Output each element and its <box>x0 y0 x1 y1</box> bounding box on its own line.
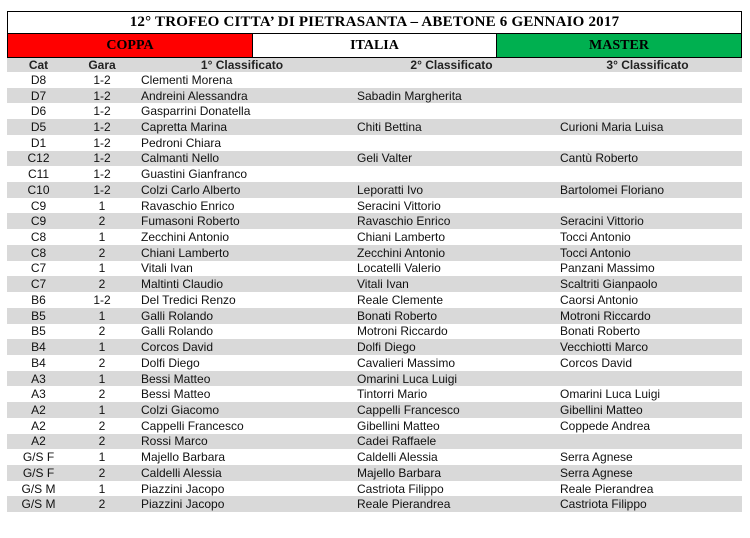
cell-third: Reale Pierandrea <box>553 481 742 497</box>
cell-first: Colzi Giacomo <box>134 402 350 418</box>
cell-gara: 2 <box>70 245 134 261</box>
table-row <box>7 166 742 182</box>
cell-gara: 1 <box>70 308 134 324</box>
cell-second: Castriota Filippo <box>350 481 553 497</box>
table-row <box>7 135 742 151</box>
table-row <box>7 276 742 292</box>
table-row <box>7 229 742 245</box>
cell-first: Capretta Marina <box>134 119 350 135</box>
table-row <box>7 261 742 277</box>
cell-gara: 1-2 <box>70 103 134 119</box>
cell-third: Panzani Massimo <box>553 261 742 277</box>
cell-gara: 2 <box>70 465 134 481</box>
cell-third <box>553 434 742 450</box>
header-gara: Gara <box>70 58 134 72</box>
cell-third: Coppede Andrea <box>553 418 742 434</box>
cell-cat: D8 <box>7 72 70 88</box>
band-italia: ITALIA <box>253 34 497 58</box>
cell-cat: G/S F <box>7 449 70 465</box>
cell-first: Gasparrini Donatella <box>134 103 350 119</box>
cell-cat: C11 <box>7 166 70 182</box>
cell-gara: 1-2 <box>70 135 134 151</box>
cell-third: Castriota Filippo <box>553 496 742 512</box>
table-row <box>7 308 742 324</box>
cell-cat: A2 <box>7 402 70 418</box>
cell-second: Dolfi Diego <box>350 339 553 355</box>
cell-second: Gibellini Matteo <box>350 418 553 434</box>
cell-gara: 1-2 <box>70 151 134 167</box>
cell-gara: 1-2 <box>70 88 134 104</box>
cell-third <box>553 198 742 214</box>
table-row <box>7 402 742 418</box>
cell-gara: 1-2 <box>70 166 134 182</box>
cell-third <box>553 88 742 104</box>
table-row <box>7 151 742 167</box>
cell-third <box>553 103 742 119</box>
table-row <box>7 418 742 434</box>
cell-third: Cantù Roberto <box>553 151 742 167</box>
cell-second: Bonati Roberto <box>350 308 553 324</box>
header-third: 3° Classificato <box>553 58 742 72</box>
cell-second <box>350 166 553 182</box>
cell-second: Cavalieri Massimo <box>350 355 553 371</box>
cell-second: Cappelli Francesco <box>350 402 553 418</box>
cell-second <box>350 103 553 119</box>
cell-second: Majello Barbara <box>350 465 553 481</box>
table-row <box>7 213 742 229</box>
cell-second <box>350 135 553 151</box>
cell-second: Ravaschio Enrico <box>350 213 553 229</box>
results-body <box>7 72 742 512</box>
table-row <box>7 371 742 387</box>
cell-gara: 2 <box>70 324 134 340</box>
cell-third: Tocci Antonio <box>553 245 742 261</box>
table-row <box>7 119 742 135</box>
cell-gara: 1 <box>70 481 134 497</box>
cell-first: Bessi Matteo <box>134 371 350 387</box>
cell-cat: B4 <box>7 355 70 371</box>
cell-third: Gibellini Matteo <box>553 402 742 418</box>
cell-cat: C7 <box>7 276 70 292</box>
cell-first: Piazzini Jacopo <box>134 481 350 497</box>
cell-second: Tintorri Mario <box>350 386 553 402</box>
cell-first: Galli Rolando <box>134 324 350 340</box>
cell-third: Serra Agnese <box>553 465 742 481</box>
band-coppa: COPPA <box>7 34 253 58</box>
cell-cat: B4 <box>7 339 70 355</box>
cell-cat: C8 <box>7 229 70 245</box>
cell-second: Motroni Riccardo <box>350 324 553 340</box>
cell-gara: 2 <box>70 434 134 450</box>
cell-second <box>350 72 553 88</box>
cell-first: Majello Barbara <box>134 449 350 465</box>
table-row <box>7 481 742 497</box>
cell-second: Zecchini Antonio <box>350 245 553 261</box>
table-row <box>7 245 742 261</box>
cell-second: Sabadin Margherita <box>350 88 553 104</box>
cell-cat: A3 <box>7 386 70 402</box>
cell-gara: 2 <box>70 386 134 402</box>
cell-third: Motroni Riccardo <box>553 308 742 324</box>
header-second: 2° Classificato <box>350 58 553 72</box>
cell-first: Bessi Matteo <box>134 386 350 402</box>
cell-first: Del Tredici Renzo <box>134 292 350 308</box>
cell-first: Chiani Lamberto <box>134 245 350 261</box>
cell-gara: 1 <box>70 449 134 465</box>
cell-cat: D6 <box>7 103 70 119</box>
cell-gara: 2 <box>70 355 134 371</box>
table-row <box>7 449 742 465</box>
cell-gara: 1-2 <box>70 292 134 308</box>
cell-cat: C7 <box>7 261 70 277</box>
cell-first: Calmanti Nello <box>134 151 350 167</box>
cell-gara: 2 <box>70 213 134 229</box>
cell-cat: A2 <box>7 418 70 434</box>
cell-gara: 2 <box>70 496 134 512</box>
table-row <box>7 292 742 308</box>
table-row <box>7 72 742 88</box>
results-table <box>7 58 742 512</box>
cell-cat: B5 <box>7 308 70 324</box>
cell-third <box>553 135 742 151</box>
table-row <box>7 386 742 402</box>
cell-first: Guastini Gianfranco <box>134 166 350 182</box>
cell-second: Vitali Ivan <box>350 276 553 292</box>
cell-third <box>553 72 742 88</box>
cell-third: Corcos David <box>553 355 742 371</box>
cell-third: Omarini Luca Luigi <box>553 386 742 402</box>
header-first: 1° Classificato <box>134 58 350 72</box>
results-sheet <box>7 11 742 512</box>
cell-first: Maltinti Claudio <box>134 276 350 292</box>
cell-third: Bonati Roberto <box>553 324 742 340</box>
table-row <box>7 434 742 450</box>
cell-second: Reale Pierandrea <box>350 496 553 512</box>
band-master: MASTER <box>497 34 742 58</box>
cell-first: Cappelli Francesco <box>134 418 350 434</box>
cell-first: Vitali Ivan <box>134 261 350 277</box>
cell-first: Dolfi Diego <box>134 355 350 371</box>
cell-cat: A2 <box>7 434 70 450</box>
cell-cat: D7 <box>7 88 70 104</box>
cell-first: Galli Rolando <box>134 308 350 324</box>
cell-second: Reale Clemente <box>350 292 553 308</box>
cell-second: Chiti Bettina <box>350 119 553 135</box>
page-title: 12° TROFEO CITTA’ DI PIETRASANTA – ABETONE 6 GENNAIO 2017 <box>7 11 742 34</box>
category-band <box>7 34 742 58</box>
table-row <box>7 496 742 512</box>
cell-first: Colzi Carlo Alberto <box>134 182 350 198</box>
cell-second: Locatelli Valerio <box>350 261 553 277</box>
cell-cat: B5 <box>7 324 70 340</box>
cell-third: Serra Agnese <box>553 449 742 465</box>
cell-gara: 1-2 <box>70 182 134 198</box>
table-row <box>7 182 742 198</box>
table-row <box>7 324 742 340</box>
cell-cat: C12 <box>7 151 70 167</box>
cell-gara: 2 <box>70 418 134 434</box>
cell-third: Scaltriti Gianpaolo <box>553 276 742 292</box>
header-cat: Cat <box>7 58 70 72</box>
cell-gara: 1-2 <box>70 119 134 135</box>
cell-first: Clementi Morena <box>134 72 350 88</box>
cell-second: Leporatti Ivo <box>350 182 553 198</box>
cell-cat: G/S M <box>7 496 70 512</box>
cell-cat: D5 <box>7 119 70 135</box>
cell-third: Curioni Maria Luisa <box>553 119 742 135</box>
cell-first: Pedroni Chiara <box>134 135 350 151</box>
cell-gara: 1 <box>70 229 134 245</box>
cell-first: Ravaschio Enrico <box>134 198 350 214</box>
cell-first: Piazzini Jacopo <box>134 496 350 512</box>
cell-third: Bartolomei Floriano <box>553 182 742 198</box>
cell-third <box>553 371 742 387</box>
cell-third: Caorsi Antonio <box>553 292 742 308</box>
cell-first: Rossi Marco <box>134 434 350 450</box>
cell-third <box>553 166 742 182</box>
cell-cat: C10 <box>7 182 70 198</box>
cell-first: Caldelli Alessia <box>134 465 350 481</box>
cell-third: Seracini Vittorio <box>553 213 742 229</box>
cell-third: Tocci Antonio <box>553 229 742 245</box>
cell-gara: 1 <box>70 371 134 387</box>
cell-third: Vecchiotti Marco <box>553 339 742 355</box>
cell-cat: B6 <box>7 292 70 308</box>
cell-gara: 1 <box>70 339 134 355</box>
cell-second: Caldelli Alessia <box>350 449 553 465</box>
table-row <box>7 198 742 214</box>
cell-second: Omarini Luca Luigi <box>350 371 553 387</box>
cell-first: Andreini Alessandra <box>134 88 350 104</box>
cell-cat: C9 <box>7 198 70 214</box>
cell-gara: 1 <box>70 198 134 214</box>
cell-gara: 1 <box>70 402 134 418</box>
table-row <box>7 339 742 355</box>
table-row <box>7 465 742 481</box>
table-row <box>7 355 742 371</box>
cell-second: Chiani Lamberto <box>350 229 553 245</box>
cell-gara: 1 <box>70 261 134 277</box>
cell-first: Fumasoni Roberto <box>134 213 350 229</box>
table-row <box>7 88 742 104</box>
cell-gara: 1-2 <box>70 72 134 88</box>
table-header-row <box>7 58 742 72</box>
table-row <box>7 103 742 119</box>
cell-second: Seracini Vittorio <box>350 198 553 214</box>
cell-first: Zecchini Antonio <box>134 229 350 245</box>
cell-second: Geli Valter <box>350 151 553 167</box>
cell-cat: G/S F <box>7 465 70 481</box>
cell-cat: A3 <box>7 371 70 387</box>
cell-cat: D1 <box>7 135 70 151</box>
cell-second: Cadei Raffaele <box>350 434 553 450</box>
cell-cat: C9 <box>7 213 70 229</box>
cell-first: Corcos David <box>134 339 350 355</box>
cell-cat: G/S M <box>7 481 70 497</box>
cell-cat: C8 <box>7 245 70 261</box>
cell-gara: 2 <box>70 276 134 292</box>
